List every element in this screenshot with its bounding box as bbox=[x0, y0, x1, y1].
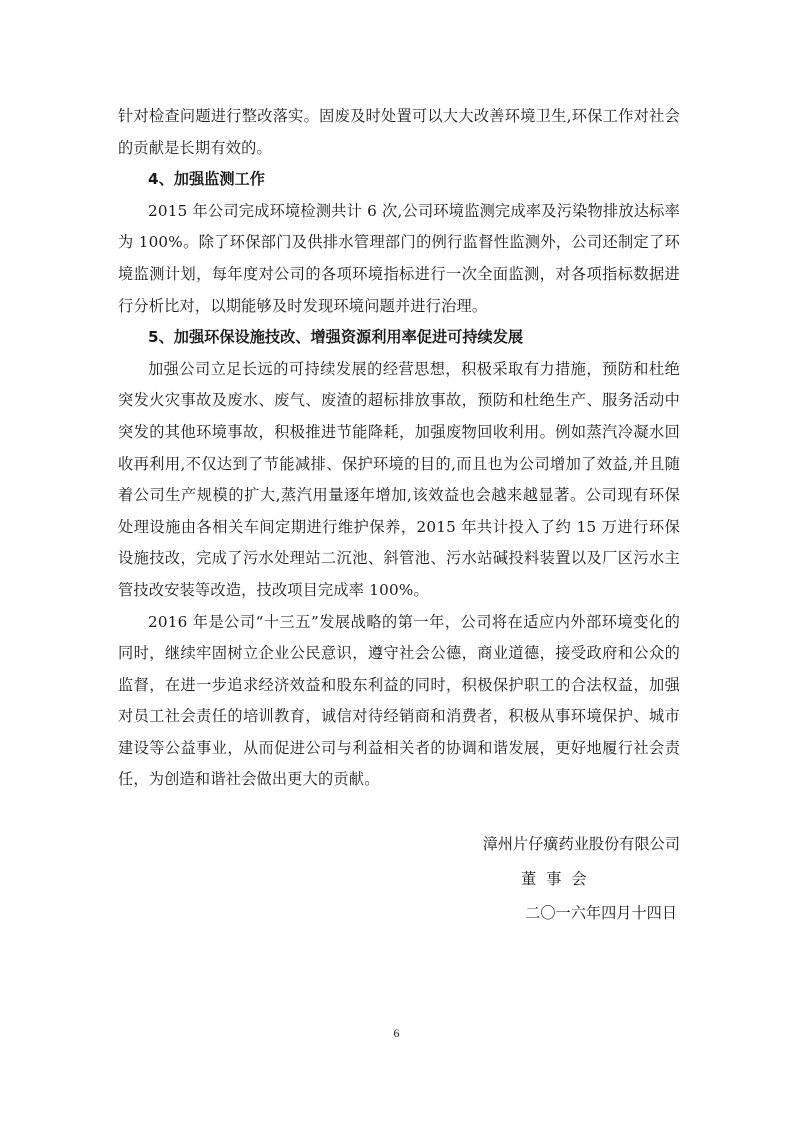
closing-paragraph: 2016 年是公司“十三五”发展战略的第一年，公司将在适应内外部环境变化的同时，继续牢固树立企业公民意识，遵守社会公德，商业道德，接受政府和公众的监督，在进一步追求经济效益和股东利益的同时，积极保护职工的合法权益，加强对员工社会责任的培训教育，诚信对待经销商和消费者，积极从事环境保护、城市建设等公益事业，从而促进公司与利益相关者的协调和谐发展，更好地履行社会责任，为创造和谐社会做出更大的贡献。 bbox=[118, 612, 680, 789]
section-5-heading: 5、加强环保设施技改、增强资源利用率促进可持续发展 bbox=[148, 328, 524, 347]
section-5-paragraph: 加强公司立足长远的可持续发展的经营思想，积极采取有力措施，预防和杜绝突发火灾事故及废水、废气、废渣的超标排放事故，预防和杜绝生产、服务活动中突发的其他环境事故，积极推进节能降耗，加强废物回收利用。例如蒸汽冷凝水回收再利用,不仅达到了节能减排、保护环境的目的,而且也为公司增加了效益,并且随着公司生产规模的扩大,蒸汽用量逐年增加,该效益也会越来越显著。公司现有环保处理设施由各相关车间定期进行维护保养，2015 年共计投入了约 15 万进行环保设施技改，完成了污水处理站二沉池、斜管池、污水站碱投料装置以及厂区污水主管技改安装等改造，技改项目完成率 100%。 bbox=[118, 359, 680, 599]
page-number: 6 bbox=[393, 1026, 400, 1040]
board-signature: 董事会 bbox=[521, 870, 597, 888]
section-4-heading: 4、加强监测工作 bbox=[148, 170, 265, 189]
document-body bbox=[118, 101, 680, 796]
section-4-paragraph: 2015 年公司完成环境检测共计 6 次,公司环境监测完成率及污染物排放达标率为 100%。除了环保部门及供排水管理部门的例行监督性监测外，公司还制定了环境监测计划，每年度对公司的各项环境指标进行一次全面监测，对各项指标数据进行分析比对，以期能够及时发现环境问题并进行治理。 bbox=[118, 201, 680, 315]
company-signature: 漳州片仔癀药业股份有限公司 bbox=[482, 835, 680, 853]
signature-date: 二〇一六年四月十四日 bbox=[525, 904, 677, 922]
continued-paragraph: 针对检查问题进行整改落实。固废及时处置可以大大改善环境卫生,环保工作对社会的贡献是长期有效的。 bbox=[118, 107, 680, 157]
